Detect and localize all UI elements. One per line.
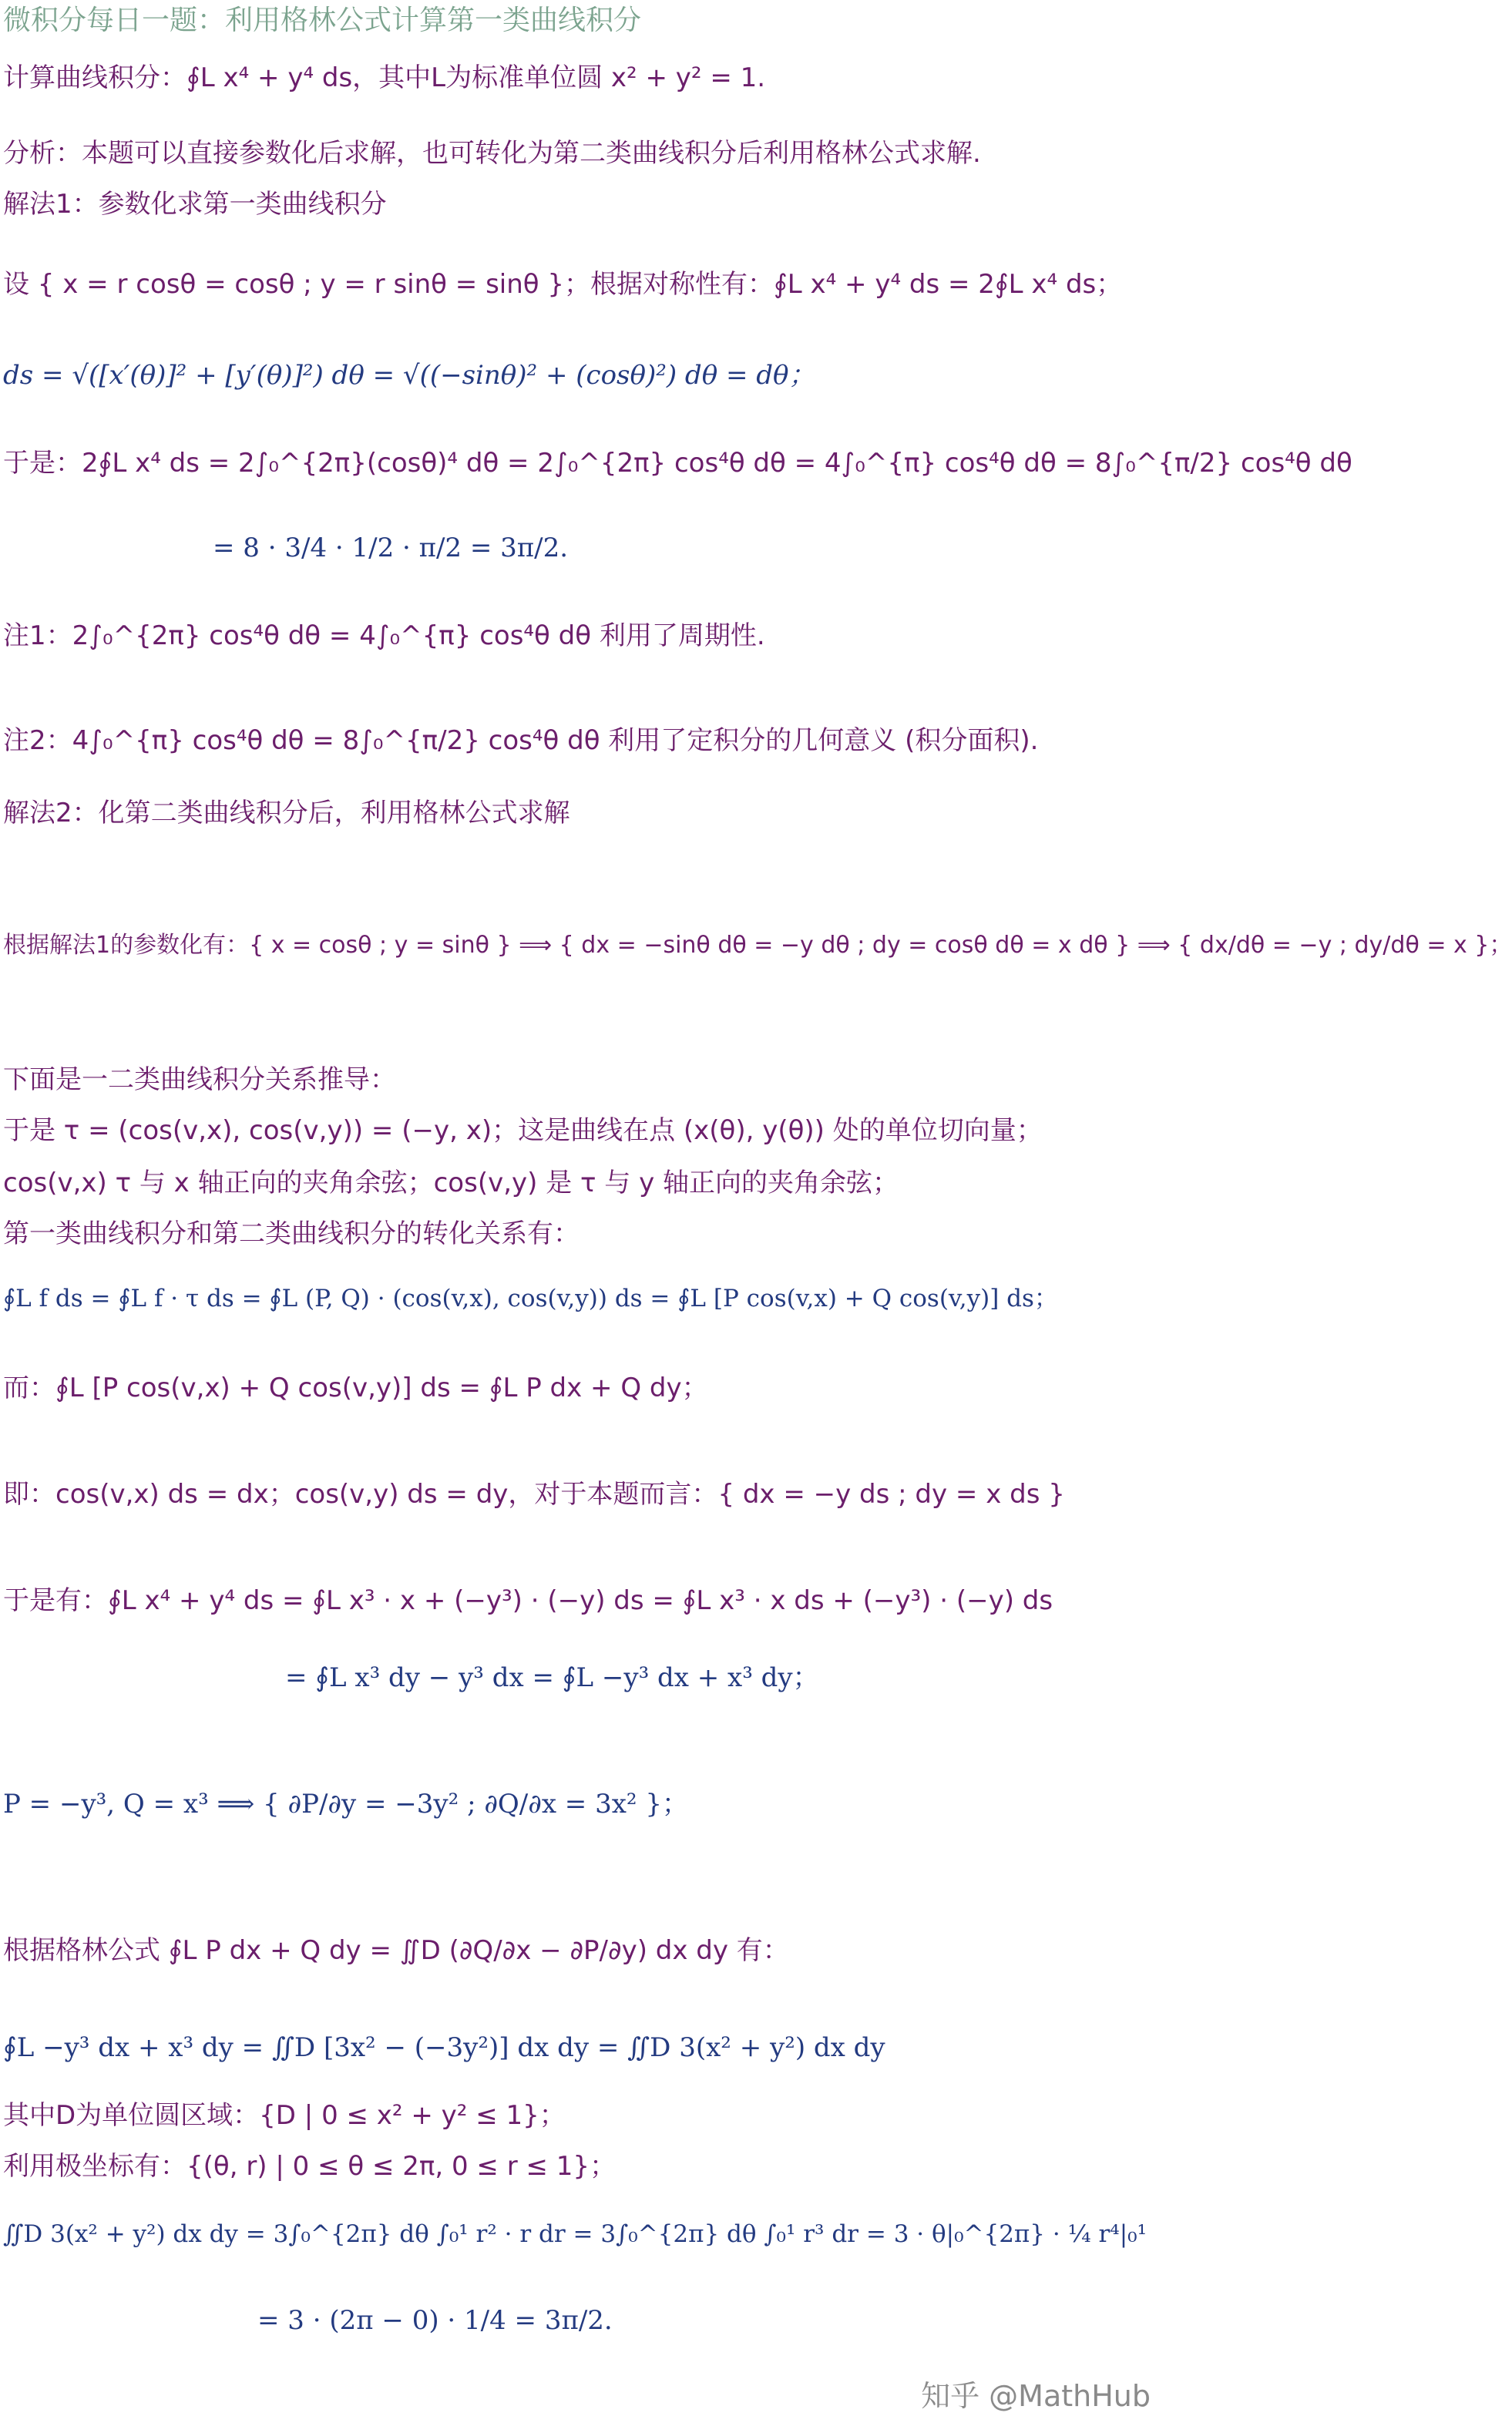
direction-cosines: cos(v,x) τ 与 x 轴正向的夹角余弦；cos(v,y) 是 τ 与 y 轴正向的夹角余弦； (3, 1168, 899, 1198)
method2-title: 解法2：化第二类曲线积分后，利用格林公式求解 (3, 798, 570, 828)
doc-title: 微积分每日一题：利用格林公式计算第一类曲线积分 (3, 5, 642, 36)
analysis-text: 分析：本题可以直接参数化后求解，也可转化为第二类曲线积分后利用格林公式求解. (3, 138, 981, 169)
method1-arc-length: ds = √([x′(θ)]² + [y′(θ)]²) dθ = √((−sinθ)² + (cosθ)²) dθ = dθ； (3, 360, 815, 391)
polar-coordinates: 利用极坐标有：{(θ, r) | 0 ≤ θ ≤ 2π, 0 ≤ r ≤ 1}； (3, 2151, 617, 2182)
tangent-vector: 于是 τ = (cos(v,x), cos(v,y)) = (−y, x)；这是曲线在点 (x(θ), y(θ)) 处的单位切向量； (3, 1115, 1043, 1146)
relation-line3: 即：cos(v,x) ds = dx；cos(v,y) ds = dy，对于本题而言：{ dx = −y ds ; dy = x ds } (3, 1479, 1065, 1510)
note1: 注1：2∫₀^{2π} cos⁴θ dθ = 4∫₀^{π} cos⁴θ dθ 利用了周期性. (3, 620, 765, 651)
conversion-line2: = ∮L x³ dy − y³ dx = ∮L −y³ dx + x³ dy； (285, 1662, 819, 1693)
final-calculation-line1: ∬D 3(x² + y²) dx dy = 3∫₀^{2π} dθ ∫₀¹ r² · r dr = 3∫₀^{2π} dθ ∫₀¹ r³ dr = 3 · θ|₀^{2π} · ¼ r⁴|₀¹ (3, 2220, 1147, 2248)
watermark-text: 知乎 @MathHub (921, 2379, 1151, 2413)
note2: 注2：4∫₀^{π} cos⁴θ dθ = 8∫₀^{π/2} cos⁴θ dθ 利用了定积分的几何意义 (积分面积). (3, 725, 1039, 756)
method1-parametrization: 设 { x = r cosθ = cosθ ; y = r sinθ = sinθ }；根据对称性有：∮L x⁴ + y⁴ ds = 2∮L x⁴ ds； (3, 269, 1123, 300)
relation-title: 第一类曲线积分和第二类曲线积分的转化关系有： (3, 1218, 580, 1249)
relation-line1: ∮L f ds = ∮L f · τ ds = ∮L (P, Q) · (cos(v,x), cos(v,y)) ds = ∮L [P cos(v,x) + Q cos(v,y)] ds； (3, 1285, 1058, 1312)
pq-definition: P = −y³, Q = x³ ⟹ { ∂P/∂y = −3y² ; ∂Q/∂x = 3x² }； (3, 1789, 688, 1820)
method2-parametrization: 根据解法1的参数化有：{ x = cosθ ; y = sinθ } ⟹ { dx = −sinθ dθ = −y dθ ; dy = cosθ dθ = x dθ } ⟹ { dx/dθ = −y ; dy/dθ = x }； (3, 932, 1512, 959)
conversion-line1: 于是有：∮L x⁴ + y⁴ ds = ∮L x³ · x + (−y³) · (−y) ds = ∮L x³ · x ds + (−y³) · (−y) ds (3, 1585, 1053, 1616)
relation-line2: 而：∮L [P cos(v,x) + Q cos(v,y)] ds = ∮L P dx + Q dy； (3, 1373, 708, 1403)
method1-calculation-line1: 于是：2∮L x⁴ ds = 2∫₀^{2π}(cosθ)⁴ dθ = 2∫₀^{2π} cos⁴θ dθ = 4∫₀^{π} cos⁴θ dθ = 8∫₀^{π/2} cos⁴θ dθ (3, 448, 1352, 479)
green-application: ∮L −y³ dx + x³ dy = ∬D [3x² − (−3y²)] dx dy = ∬D 3(x² + y²) dx dy (3, 2032, 885, 2063)
green-formula: 根据格林公式 ∮L P dx + Q dy = ∬D (∂Q/∂x − ∂P/∂y) dx dy 有： (3, 1935, 789, 1966)
derivation-title: 下面是一二类曲线积分关系推导： (3, 1064, 396, 1095)
region-definition: 其中D为单位圆区域：{D | 0 ≤ x² + y² ≤ 1}； (3, 2100, 566, 2131)
method1-calculation-line2: = 8 · 3/4 · 1/2 · π/2 = 3π/2. (213, 533, 569, 563)
problem-statement: 计算曲线积分：∮L x⁴ + y⁴ ds，其中L为标准单位圆 x² + y² = 1. (3, 62, 766, 93)
method1-title: 解法1：参数化求第一类曲线积分 (3, 189, 387, 220)
final-calculation-line2: = 3 · (2π − 0) · 1/4 = 3π/2. (257, 2305, 613, 2336)
